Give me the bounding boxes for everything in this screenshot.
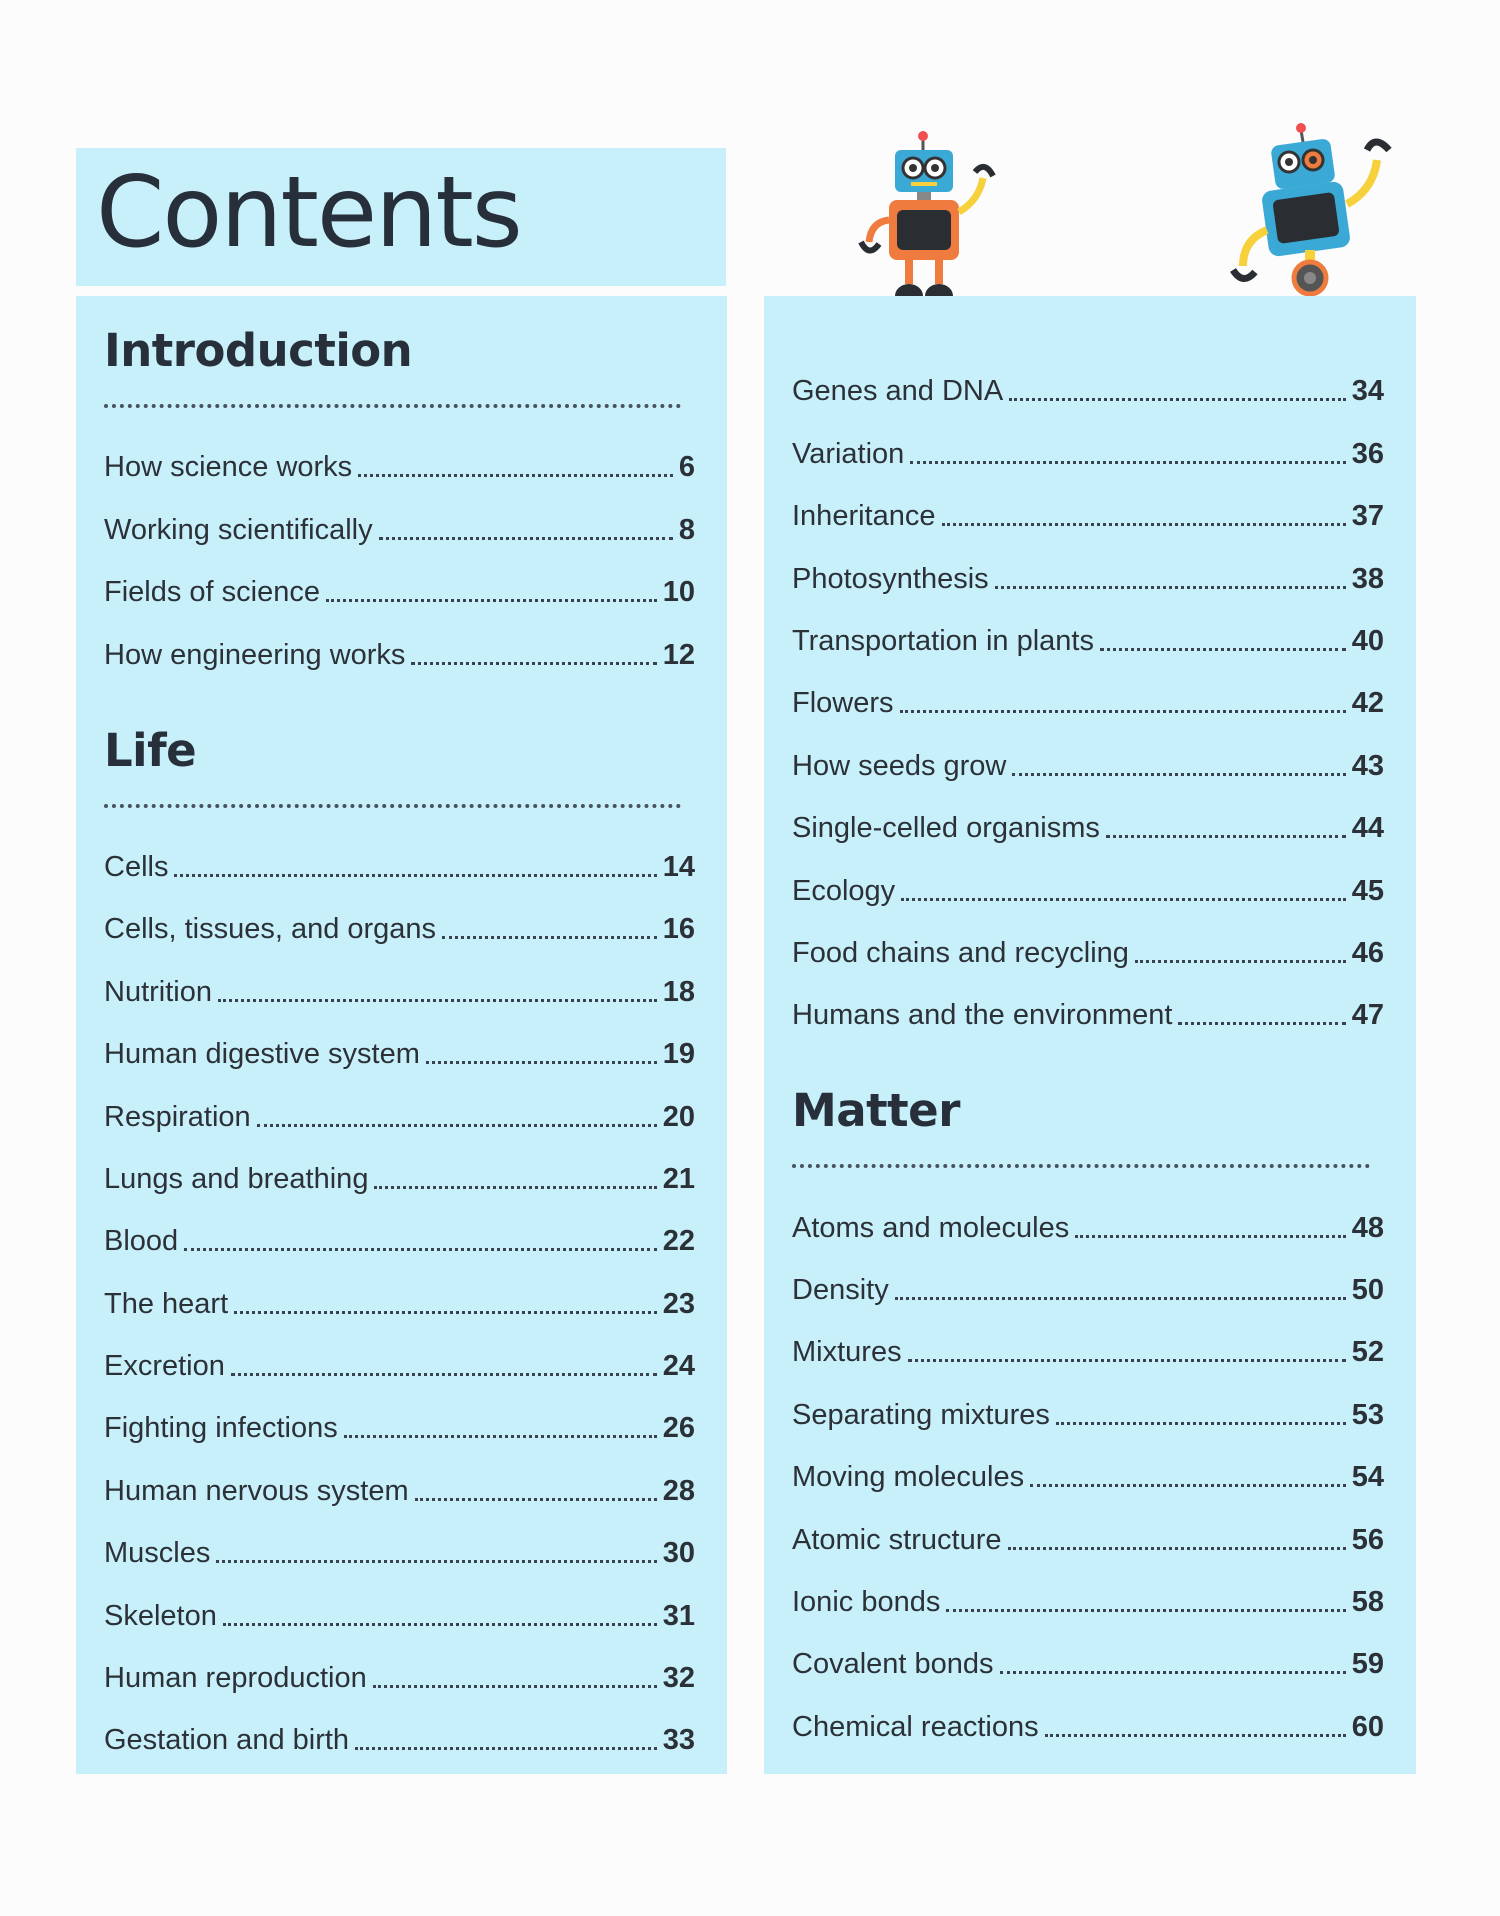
toc-entry bbox=[792, 1319, 1384, 1381]
dot-leader bbox=[1030, 1484, 1346, 1487]
toc-entry-page: 54 bbox=[1351, 1461, 1384, 1494]
section-heading: Life bbox=[104, 723, 197, 777]
toc-entry-page: 38 bbox=[1351, 562, 1384, 595]
toc-entry-label: Separating mixtures bbox=[792, 1398, 1050, 1431]
page-title: Contents bbox=[96, 156, 521, 270]
dot-leader bbox=[900, 710, 1346, 713]
section-divider bbox=[104, 404, 681, 408]
toc-entry bbox=[792, 1506, 1384, 1568]
dot-leader bbox=[223, 1623, 657, 1626]
toc-entry-label: Lungs and breathing bbox=[104, 1162, 369, 1195]
toc-entry bbox=[104, 1707, 695, 1769]
toc-entry-page: 34 bbox=[1351, 375, 1384, 408]
toc-entry-page: 50 bbox=[1351, 1274, 1384, 1307]
toc-entry-label: Human nervous system bbox=[104, 1474, 409, 1507]
dot-leader bbox=[344, 1435, 657, 1438]
toc-entry-label: Fields of science bbox=[104, 576, 320, 609]
dot-leader bbox=[908, 1359, 1346, 1362]
dot-leader bbox=[1056, 1422, 1346, 1425]
toc-entry-label: Moving molecules bbox=[792, 1461, 1025, 1494]
toc-entry-page: 42 bbox=[1351, 687, 1384, 720]
toc-entry-label: How science works bbox=[104, 451, 353, 484]
toc-entry-page: 18 bbox=[662, 975, 695, 1008]
toc-entry-page: 60 bbox=[1351, 1710, 1384, 1743]
toc-entry bbox=[792, 1444, 1384, 1506]
toc-entry bbox=[104, 896, 695, 958]
toc-entry-label: Muscles bbox=[104, 1537, 211, 1570]
dot-leader bbox=[355, 1747, 657, 1750]
section-heading: Introduction bbox=[104, 324, 413, 377]
dot-leader bbox=[995, 586, 1346, 589]
robot-walking-icon bbox=[855, 130, 1015, 300]
dot-leader bbox=[1000, 1671, 1346, 1674]
toc-entry bbox=[104, 1146, 695, 1208]
toc-entry-page: 28 bbox=[662, 1474, 695, 1507]
toc-entry bbox=[792, 1381, 1384, 1443]
toc-entry-label: Gestation and birth bbox=[104, 1724, 350, 1757]
toc-entry bbox=[104, 1582, 695, 1644]
toc-entry-page: 24 bbox=[662, 1350, 695, 1383]
toc-entry-page: 45 bbox=[1351, 874, 1384, 907]
toc-entry-label: Flowers bbox=[792, 687, 894, 720]
toc-entry-page: 53 bbox=[1351, 1398, 1384, 1431]
toc-entry bbox=[104, 1520, 695, 1582]
toc-entry bbox=[792, 982, 1384, 1044]
toc-entry-label: Single-celled organisms bbox=[792, 812, 1100, 845]
toc-entry-page: 6 bbox=[678, 451, 695, 484]
toc-entry-label: Blood bbox=[104, 1225, 179, 1258]
toc-entry-label: Ionic bonds bbox=[792, 1586, 941, 1619]
toc-entry-label: Variation bbox=[792, 437, 905, 470]
toc-entry bbox=[792, 483, 1384, 545]
toc-entry bbox=[104, 1270, 695, 1332]
dot-leader bbox=[1045, 1734, 1346, 1737]
toc-entry-page: 40 bbox=[1351, 624, 1384, 657]
dot-leader bbox=[1178, 1022, 1345, 1025]
toc-entry-label: Ecology bbox=[792, 874, 896, 907]
dot-leader bbox=[1008, 1547, 1346, 1550]
toc-entry bbox=[792, 795, 1384, 857]
robot-wheel-icon bbox=[1225, 120, 1405, 300]
dot-leader bbox=[184, 1248, 657, 1251]
toc-entry-label: Density bbox=[792, 1274, 889, 1307]
toc-entry bbox=[792, 920, 1384, 982]
dot-leader bbox=[218, 999, 657, 1002]
toc-entry bbox=[792, 732, 1384, 794]
toc-entry-page: 32 bbox=[662, 1662, 695, 1695]
dot-leader bbox=[379, 537, 673, 540]
title-banner bbox=[76, 148, 726, 286]
dot-leader bbox=[358, 474, 673, 477]
toc-entry-page: 20 bbox=[662, 1100, 695, 1133]
section-heading: Matter bbox=[792, 1084, 960, 1138]
toc-entry bbox=[792, 608, 1384, 670]
dot-leader bbox=[442, 936, 657, 939]
dot-leader bbox=[1075, 1235, 1345, 1238]
dot-leader bbox=[942, 523, 1346, 526]
toc-entry bbox=[792, 358, 1384, 420]
dot-leader bbox=[257, 1124, 657, 1127]
toc-entry-page: 19 bbox=[662, 1038, 695, 1071]
toc-entry-page: 52 bbox=[1351, 1336, 1384, 1369]
toc-entry-page: 36 bbox=[1351, 437, 1384, 470]
toc-entry-page: 58 bbox=[1351, 1586, 1384, 1619]
dot-leader bbox=[1100, 648, 1346, 651]
toc-entry-page: 44 bbox=[1351, 812, 1384, 845]
toc-entry-page: 21 bbox=[662, 1162, 695, 1195]
dot-leader bbox=[426, 1061, 657, 1064]
toc-entry-label: Chemical reactions bbox=[792, 1710, 1039, 1743]
toc-entry bbox=[104, 559, 695, 621]
dot-leader bbox=[901, 898, 1346, 901]
dot-leader bbox=[374, 1186, 656, 1189]
toc-entry bbox=[104, 1395, 695, 1457]
section-divider bbox=[792, 1164, 1370, 1168]
toc-entry bbox=[792, 670, 1384, 732]
dot-leader bbox=[231, 1373, 657, 1376]
toc-entry-page: 22 bbox=[662, 1225, 695, 1258]
toc-entry bbox=[104, 496, 695, 558]
dot-leader bbox=[326, 599, 657, 602]
toc-entry bbox=[792, 420, 1384, 482]
toc-entry bbox=[104, 834, 695, 896]
toc-entry-page: 23 bbox=[662, 1287, 695, 1320]
toc-entry-label: How seeds grow bbox=[792, 749, 1007, 782]
dot-leader bbox=[415, 1498, 657, 1501]
toc-entry bbox=[792, 1194, 1384, 1256]
section-divider bbox=[104, 804, 681, 808]
toc-entry bbox=[104, 958, 695, 1020]
toc-entry-page: 8 bbox=[678, 513, 695, 546]
toc-entry bbox=[792, 1257, 1384, 1319]
dot-leader bbox=[1009, 398, 1346, 401]
toc-entry-label: Atoms and molecules bbox=[792, 1211, 1070, 1244]
toc-entry-label: Fighting infections bbox=[104, 1412, 338, 1445]
toc-entry-label: Transportation in plants bbox=[792, 624, 1094, 657]
toc-entry-page: 46 bbox=[1351, 936, 1384, 969]
toc-entry bbox=[104, 621, 695, 683]
toc-entry-page: 37 bbox=[1351, 500, 1384, 533]
dot-leader bbox=[1012, 773, 1345, 776]
toc-entry bbox=[104, 434, 695, 496]
toc-entry-page: 33 bbox=[662, 1724, 695, 1757]
dot-leader bbox=[216, 1560, 656, 1563]
toc-entry-label: Food chains and recycling bbox=[792, 936, 1129, 969]
toc-entry bbox=[792, 1693, 1384, 1755]
toc-entry-page: 47 bbox=[1351, 999, 1384, 1032]
dot-leader bbox=[174, 874, 656, 877]
toc-entry-label: Atomic structure bbox=[792, 1523, 1002, 1556]
toc-entry-label: Working scientifically bbox=[104, 513, 373, 546]
toc-entry bbox=[104, 1457, 695, 1519]
toc-entry-label: Cells bbox=[104, 850, 169, 883]
toc-entry-page: 16 bbox=[662, 913, 695, 946]
contents-panel-right bbox=[764, 296, 1416, 1774]
toc-entry bbox=[104, 1333, 695, 1395]
toc-entry bbox=[104, 1083, 695, 1145]
toc-entry-label: How engineering works bbox=[104, 638, 406, 671]
dot-leader bbox=[910, 461, 1345, 464]
toc-entry-label: Human reproduction bbox=[104, 1662, 367, 1695]
toc-entry-label: Inheritance bbox=[792, 500, 936, 533]
dot-leader bbox=[234, 1311, 657, 1314]
toc-entry-label: Photosynthesis bbox=[792, 562, 989, 595]
toc-entry-page: 59 bbox=[1351, 1648, 1384, 1681]
toc-entry-page: 14 bbox=[662, 850, 695, 883]
toc-entry-label: Nutrition bbox=[104, 975, 212, 1008]
dot-leader bbox=[411, 662, 656, 665]
dot-leader bbox=[946, 1609, 1345, 1612]
toc-entry-page: 10 bbox=[662, 576, 695, 609]
toc-entry-label: The heart bbox=[104, 1287, 229, 1320]
toc-entry bbox=[792, 1631, 1384, 1693]
toc-entry-page: 48 bbox=[1351, 1211, 1384, 1244]
toc-entry-label: Cells, tissues, and organs bbox=[104, 913, 437, 946]
toc-entry-page: 56 bbox=[1351, 1523, 1384, 1556]
toc-entry-label: Mixtures bbox=[792, 1336, 902, 1369]
toc-entry-page: 30 bbox=[662, 1537, 695, 1570]
toc-entry-page: 26 bbox=[662, 1412, 695, 1445]
toc-entry bbox=[792, 857, 1384, 919]
toc-entry-label: Genes and DNA bbox=[792, 375, 1004, 408]
dot-leader bbox=[895, 1297, 1346, 1300]
toc-entry-page: 43 bbox=[1351, 749, 1384, 782]
toc-entry-label: Human digestive system bbox=[104, 1038, 420, 1071]
contents-panel-left bbox=[76, 296, 727, 1774]
toc-entry bbox=[792, 545, 1384, 607]
toc-entry bbox=[104, 1021, 695, 1083]
dot-leader bbox=[1106, 835, 1346, 838]
toc-entry bbox=[792, 1569, 1384, 1631]
dot-leader bbox=[373, 1685, 657, 1688]
toc-entry-label: Excretion bbox=[104, 1350, 225, 1383]
toc-entry-label: Respiration bbox=[104, 1100, 251, 1133]
toc-entry-page: 12 bbox=[662, 638, 695, 671]
toc-entry bbox=[104, 1645, 695, 1707]
toc-entry bbox=[104, 1208, 695, 1270]
dot-leader bbox=[1135, 960, 1346, 963]
toc-entry-label: Humans and the environment bbox=[792, 999, 1173, 1032]
toc-entry-page: 31 bbox=[662, 1599, 695, 1632]
toc-entry-label: Skeleton bbox=[104, 1599, 217, 1632]
toc-entry-label: Covalent bonds bbox=[792, 1648, 994, 1681]
